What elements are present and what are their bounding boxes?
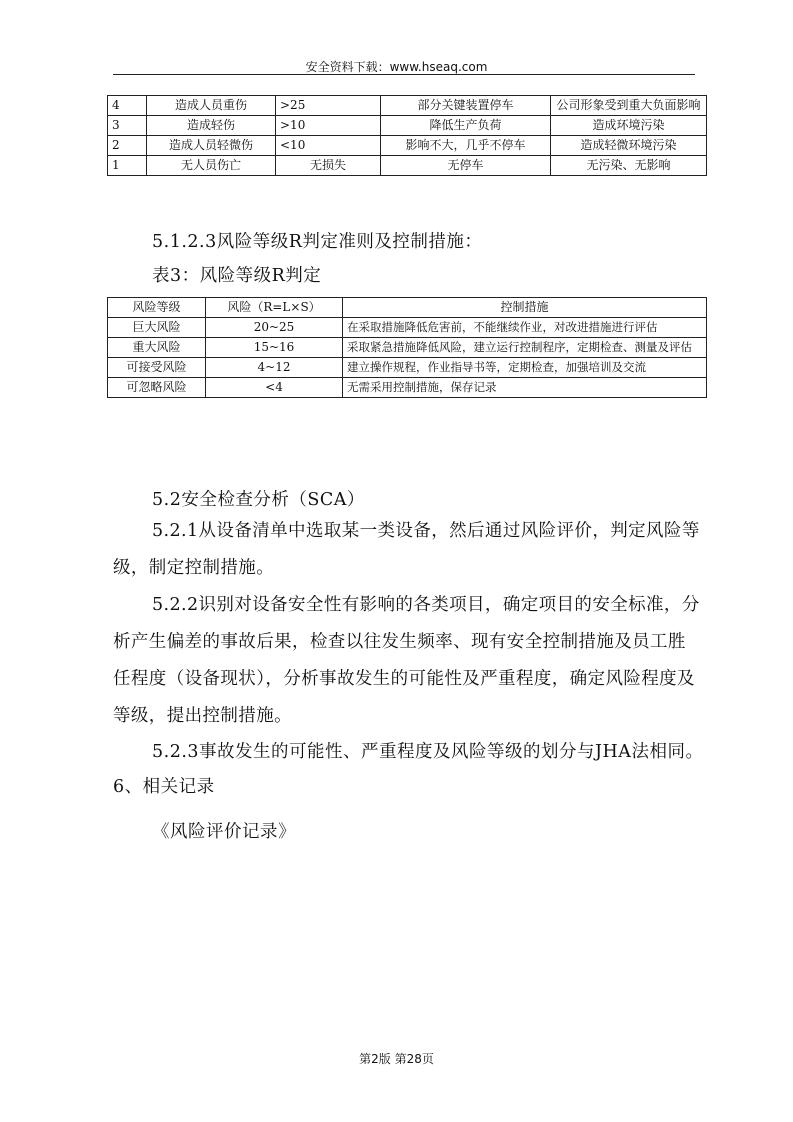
table-row (108, 136, 707, 156)
table-caption: 表3：风险等级R判定 (152, 266, 322, 286)
table-cell: 在采取措施降低危害前，不能继续作业，对改进措施进行评估 (343, 318, 707, 338)
table-cell: 部分关键装置停车 (381, 96, 551, 116)
table-cell: 建立操作规程，作业指导书等，定期检查，加强培训及交流 (343, 358, 707, 378)
table-cell: <10 (276, 136, 381, 156)
column-header: 风险（R=L×S） (206, 298, 343, 318)
table-cell: 无停车 (381, 156, 551, 176)
column-header: 控制措施 (343, 298, 707, 318)
section-heading-5-1-2-3: 5.1.2.3风险等级R判定准则及控制措施： (152, 232, 483, 252)
table-cell: 1 (108, 156, 147, 176)
table-row (108, 96, 707, 116)
page-header: 安全资料下载：www.hseaq.com (305, 60, 488, 74)
section-heading-5-2: 5.2安全检查分析（SCA） (152, 490, 365, 510)
table-row (108, 116, 707, 136)
table-cell: 可接受风险 (108, 358, 206, 378)
paragraph-5-2-2: 5.2.2识别对设备安全性有影响的各类项目，确定项目的安全标准，分析产生偏差的事故后果，检查以往发生频率、现有安全控制措施及员工胜任程度（设备现状），分析事故发生的可能性及严重程度，确定风险程度及等级，提出控制措施。 (113, 595, 700, 726)
table-cell: 4~12 (206, 358, 343, 378)
table-cell: 无需采用控制措施，保存记录 (343, 378, 707, 398)
table-cell: 巨大风险 (108, 318, 206, 338)
table-cell: 采取紧急措施降低风险，建立运行控制程序，定期检查、测量及评估 (343, 338, 707, 358)
table-cell: 20~25 (206, 318, 343, 338)
table-cell: 造成人员重伤 (147, 96, 276, 116)
table-cell: 无污染、无影响 (551, 156, 707, 176)
table-row (108, 378, 707, 398)
table-header-row (108, 298, 707, 318)
table-cell: 15~16 (206, 338, 343, 358)
header-divider (113, 74, 695, 75)
table-row (108, 156, 707, 176)
table-cell: 3 (108, 116, 147, 136)
table-cell: 造成人员轻微伤 (147, 136, 276, 156)
table-cell: 无人员伤亡 (147, 156, 276, 176)
table-cell: 造成轻伤 (147, 116, 276, 136)
paragraph-5-2-1: 5.2.1从设备清单中选取某一类设备，然后通过风险评价，判定风险等级，制定控制措施。 (113, 521, 700, 578)
page-footer: 第2版 第28页 (359, 1052, 434, 1066)
table-cell: <4 (206, 378, 343, 398)
table-row (108, 318, 707, 338)
section-heading-6: 6、相关记录 (113, 777, 215, 797)
table-row (108, 358, 707, 378)
risk-level-table (107, 297, 707, 398)
table-cell: 无损失 (276, 156, 381, 176)
table-cell: >25 (276, 96, 381, 116)
table-row (108, 338, 707, 358)
table-cell: 降低生产负荷 (381, 116, 551, 136)
column-header: 风险等级 (108, 298, 206, 318)
table-cell: 公司形象受到重大负面影响 (551, 96, 707, 116)
table-cell: 2 (108, 136, 147, 156)
paragraph-5-2-3: 5.2.3事故发生的可能性、严重程度及风险等级的划分与JHA法相同。 (152, 742, 704, 762)
table-cell: >10 (276, 116, 381, 136)
severity-table (107, 95, 707, 176)
table-cell: 4 (108, 96, 147, 116)
table-cell: 可忽略风险 (108, 378, 206, 398)
table-cell: 造成环境污染 (551, 116, 707, 136)
table-cell: 影响不大，几乎不停车 (381, 136, 551, 156)
record-name: 《风险评价记录》 (152, 822, 296, 842)
table-cell: 重大风险 (108, 338, 206, 358)
table-cell: 造成轻微环境污染 (551, 136, 707, 156)
